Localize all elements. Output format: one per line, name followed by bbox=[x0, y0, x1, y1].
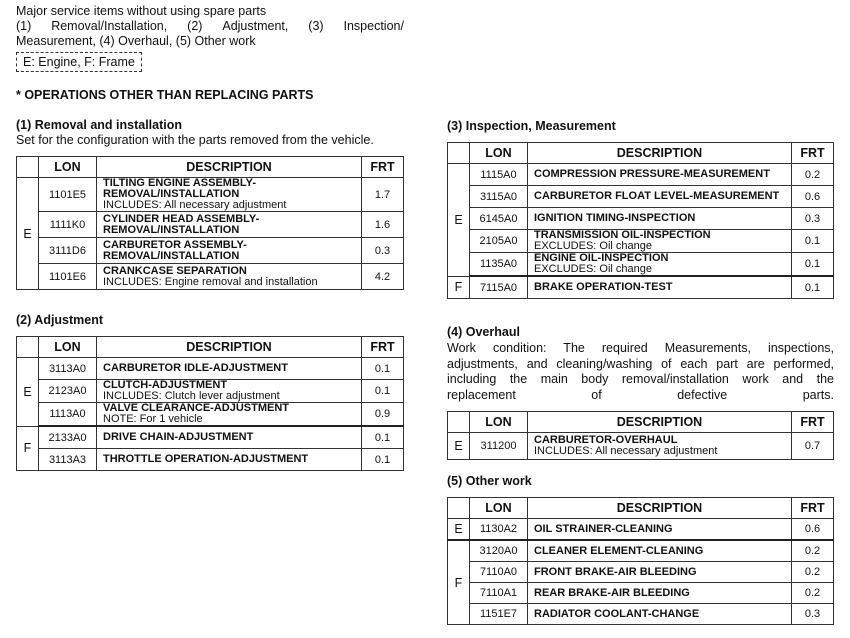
intro-line-3: Measurement, (4) Overhaul, (5) Other work bbox=[16, 34, 256, 48]
description-cell bbox=[528, 433, 792, 460]
frt-cell: 0.1 bbox=[792, 253, 834, 277]
table-row bbox=[448, 186, 834, 208]
description-cell bbox=[97, 178, 362, 212]
lon-cell: 1111K0 bbox=[39, 212, 97, 238]
lon-cell: 7115A0 bbox=[470, 276, 528, 299]
frt-cell: 0.1 bbox=[792, 230, 834, 253]
description-header: DESCRIPTION bbox=[528, 143, 792, 164]
operation-note: INCLUDES: Clutch lever adjustment bbox=[103, 390, 280, 402]
description-cell bbox=[97, 212, 362, 238]
operation-name: VALVE CLEARANCE-ADJUSTMENT bbox=[103, 402, 289, 414]
operation-name: FRONT BRAKE-AIR BLEEDING bbox=[534, 565, 697, 578]
intro-word: (2) bbox=[187, 19, 203, 33]
description-cell bbox=[528, 230, 792, 253]
table-header-row bbox=[448, 143, 834, 164]
frt-header: FRT bbox=[362, 337, 404, 358]
group-code-cell: F bbox=[448, 540, 470, 625]
table-row bbox=[448, 230, 834, 253]
table-row bbox=[448, 208, 834, 230]
table-header-row bbox=[448, 412, 834, 433]
group-code-cell: E bbox=[448, 433, 470, 460]
operation-name: COMPRESSION PRESSURE-MEASUREMENT bbox=[534, 168, 770, 180]
group-header-cell bbox=[448, 498, 470, 519]
description-cell bbox=[97, 426, 362, 449]
intro-line-1: Major service items without using spare parts bbox=[16, 4, 267, 18]
description-cell bbox=[97, 358, 362, 380]
lon-cell: 7110A0 bbox=[470, 562, 528, 583]
table-row bbox=[17, 403, 404, 427]
frt-cell: 0.2 bbox=[792, 583, 834, 604]
operation-note: NOTE: For 1 vehicle bbox=[103, 413, 203, 425]
frt-header: FRT bbox=[792, 412, 834, 433]
operation-name: RADIATOR COOLANT-CHANGE bbox=[534, 607, 700, 620]
table-row bbox=[448, 253, 834, 277]
frt-header: FRT bbox=[362, 157, 404, 178]
table-row bbox=[448, 164, 834, 186]
frt-cell: 0.9 bbox=[362, 403, 404, 427]
lon-cell: 1115A0 bbox=[470, 164, 528, 186]
group-code-cell: E bbox=[448, 519, 470, 541]
operation-note: INCLUDES: Engine removal and installation bbox=[103, 275, 318, 288]
intro-word: (3) bbox=[308, 19, 324, 33]
legend-box: E: Engine, F: Frame bbox=[16, 52, 142, 72]
lon-header: LON bbox=[470, 498, 528, 519]
overhaul-table bbox=[447, 411, 834, 460]
operation-note: EXCLUDES: Oil change bbox=[534, 240, 652, 252]
intro-word: Removal/Installation, bbox=[51, 19, 168, 33]
section-4-text: Work condition: The required Measurements, inspections, adjustments, and cleaning/washing of each part are performed, including the main body removal/installation work and the replacement of defective parts. bbox=[447, 341, 834, 402]
lon-cell: 311200 bbox=[470, 433, 528, 460]
table-row bbox=[17, 449, 404, 471]
page-heading: * OPERATIONS OTHER THAN REPLACING PARTS bbox=[16, 88, 314, 102]
frt-header: FRT bbox=[792, 498, 834, 519]
lon-header: LON bbox=[39, 337, 97, 358]
operation-name: REAR BRAKE-AIR BLEEDING bbox=[534, 586, 690, 599]
operation-name: OIL STRAINER-CLEANING bbox=[534, 522, 673, 535]
frt-cell: 1.6 bbox=[362, 212, 404, 238]
lon-cell: 1101E5 bbox=[39, 178, 97, 212]
operation-note: EXCLUDES: Oil change bbox=[534, 263, 652, 275]
inspection-measurement-table bbox=[447, 142, 834, 299]
operation-name: BRAKE OPERATION-TEST bbox=[534, 281, 673, 293]
table-row bbox=[17, 238, 404, 264]
group-header-cell bbox=[17, 337, 39, 358]
operation-name: IGNITION TIMING-INSPECTION bbox=[534, 212, 696, 224]
operation-name: CARBURETOR IDLE-ADJUSTMENT bbox=[103, 362, 288, 374]
table-row bbox=[17, 212, 404, 238]
operation-name: ENGINE OIL-INSPECTION bbox=[534, 252, 669, 264]
frt-cell: 0.3 bbox=[792, 208, 834, 230]
lon-cell: 3113A3 bbox=[39, 449, 97, 471]
frt-cell: 0.2 bbox=[792, 562, 834, 583]
frt-cell: 0.1 bbox=[362, 449, 404, 471]
description-cell bbox=[528, 583, 792, 604]
operation-name: CLEANER ELEMENT-CLEANING bbox=[534, 544, 704, 557]
group-header-cell bbox=[448, 412, 470, 433]
table-row bbox=[448, 562, 834, 583]
lon-cell: 1151E7 bbox=[470, 604, 528, 625]
intro-line-2 bbox=[16, 19, 404, 34]
frt-cell: 0.1 bbox=[362, 358, 404, 380]
operation-name: TILTING ENGINE ASSEMBLY-REMOVAL/INSTALLATION bbox=[103, 177, 256, 200]
table-row bbox=[17, 178, 404, 212]
table-row bbox=[448, 519, 834, 541]
description-header: DESCRIPTION bbox=[97, 157, 362, 178]
operation-note: INCLUDES: All necessary adjustment bbox=[103, 199, 287, 211]
description-cell bbox=[528, 519, 792, 541]
frt-cell: 1.7 bbox=[362, 178, 404, 212]
section-1-text: Set for the configuration with the parts removed from the vehicle. bbox=[16, 133, 374, 147]
description-cell bbox=[528, 604, 792, 625]
description-header: DESCRIPTION bbox=[97, 337, 362, 358]
frt-cell: 0.3 bbox=[362, 238, 404, 264]
frt-cell: 0.1 bbox=[792, 276, 834, 299]
operation-name: TRANSMISSION OIL-INSPECTION bbox=[534, 229, 711, 241]
lon-cell: 3120A0 bbox=[470, 540, 528, 562]
group-code-cell: E bbox=[17, 358, 39, 427]
removal-installation-table bbox=[16, 156, 404, 290]
lon-cell: 2123A0 bbox=[39, 380, 97, 403]
description-cell bbox=[528, 186, 792, 208]
operation-name: CYLINDER HEAD ASSEMBLY-REMOVAL/INSTALLATION bbox=[103, 212, 260, 236]
group-header-cell bbox=[448, 143, 470, 164]
lon-cell: 1113A0 bbox=[39, 403, 97, 427]
table-row bbox=[448, 604, 834, 625]
section-1-title: (1) Removal and installation bbox=[16, 118, 183, 132]
frt-cell: 0.6 bbox=[792, 519, 834, 541]
lon-cell: 3113A0 bbox=[39, 358, 97, 380]
table-header-row bbox=[17, 337, 404, 358]
lon-cell: 2133A0 bbox=[39, 426, 97, 449]
intro-text bbox=[16, 4, 404, 49]
description-cell bbox=[97, 264, 362, 290]
table-row bbox=[448, 433, 834, 460]
table-row bbox=[448, 583, 834, 604]
intro-word: Inspection/ bbox=[343, 19, 404, 33]
table-header-row bbox=[17, 157, 404, 178]
group-header-cell bbox=[17, 157, 39, 178]
intro-word: Adjustment, bbox=[222, 19, 289, 33]
description-cell bbox=[97, 380, 362, 403]
frt-cell: 0.7 bbox=[792, 433, 834, 460]
table-row bbox=[17, 380, 404, 403]
operation-name: CARBURETOR-OVERHAUL bbox=[534, 434, 678, 446]
description-cell bbox=[528, 276, 792, 299]
table-row bbox=[17, 264, 404, 290]
table-row bbox=[17, 426, 404, 449]
frt-cell: 0.1 bbox=[362, 380, 404, 403]
operation-name: THROTTLE OPERATION-ADJUSTMENT bbox=[103, 453, 309, 465]
table-row bbox=[17, 358, 404, 380]
intro-word: (1) bbox=[16, 19, 32, 33]
description-header: DESCRIPTION bbox=[528, 412, 792, 433]
lon-cell: 6145A0 bbox=[470, 208, 528, 230]
table-row bbox=[448, 276, 834, 299]
lon-cell: 7110A1 bbox=[470, 583, 528, 604]
group-code-cell: F bbox=[448, 276, 470, 299]
lon-cell: 1130A2 bbox=[470, 519, 528, 541]
operation-name: CLUTCH-ADJUSTMENT bbox=[103, 379, 228, 391]
lon-cell: 3111D6 bbox=[39, 238, 97, 264]
description-cell bbox=[97, 449, 362, 471]
lon-cell: 2105A0 bbox=[470, 230, 528, 253]
section-2-title: (2) Adjustment bbox=[16, 313, 104, 327]
operation-name: CRANKCASE SEPARATION bbox=[103, 264, 247, 277]
frt-cell: 0.1 bbox=[362, 426, 404, 449]
operation-name: CARBURETOR FLOAT LEVEL-MEASUREMENT bbox=[534, 190, 780, 202]
operation-note: INCLUDES: All necessary adjustment bbox=[534, 445, 718, 457]
group-code-cell: E bbox=[17, 178, 39, 290]
section-5-title: (5) Other work bbox=[447, 474, 532, 488]
frt-cell: 4.2 bbox=[362, 264, 404, 290]
frt-cell: 0.6 bbox=[792, 186, 834, 208]
frt-cell: 0.2 bbox=[792, 164, 834, 186]
description-cell bbox=[97, 403, 362, 427]
table-row bbox=[448, 540, 834, 562]
description-cell bbox=[528, 540, 792, 562]
adjustment-table bbox=[16, 336, 404, 471]
frt-cell: 0.2 bbox=[792, 540, 834, 562]
lon-header: LON bbox=[39, 157, 97, 178]
group-code-cell: E bbox=[448, 164, 470, 277]
description-cell bbox=[528, 253, 792, 277]
lon-header: LON bbox=[470, 143, 528, 164]
description-header: DESCRIPTION bbox=[528, 498, 792, 519]
lon-cell: 1135A0 bbox=[470, 253, 528, 277]
description-cell bbox=[528, 208, 792, 230]
operation-name: CARBURETOR ASSEMBLY-REMOVAL/INSTALLATION bbox=[103, 238, 247, 262]
frt-cell: 0.3 bbox=[792, 604, 834, 625]
description-cell bbox=[528, 562, 792, 583]
section-3-title: (3) Inspection, Measurement bbox=[447, 119, 616, 133]
table-header-row bbox=[448, 498, 834, 519]
description-cell bbox=[97, 238, 362, 264]
section-4-title: (4) Overhaul bbox=[447, 325, 520, 339]
lon-cell: 3115A0 bbox=[470, 186, 528, 208]
operation-name: DRIVE CHAIN-ADJUSTMENT bbox=[103, 431, 254, 443]
group-code-cell: F bbox=[17, 426, 39, 471]
other-work-table bbox=[447, 497, 834, 625]
description-cell bbox=[528, 164, 792, 186]
frt-header: FRT bbox=[792, 143, 834, 164]
lon-cell: 1101E6 bbox=[39, 264, 97, 290]
lon-header: LON bbox=[470, 412, 528, 433]
